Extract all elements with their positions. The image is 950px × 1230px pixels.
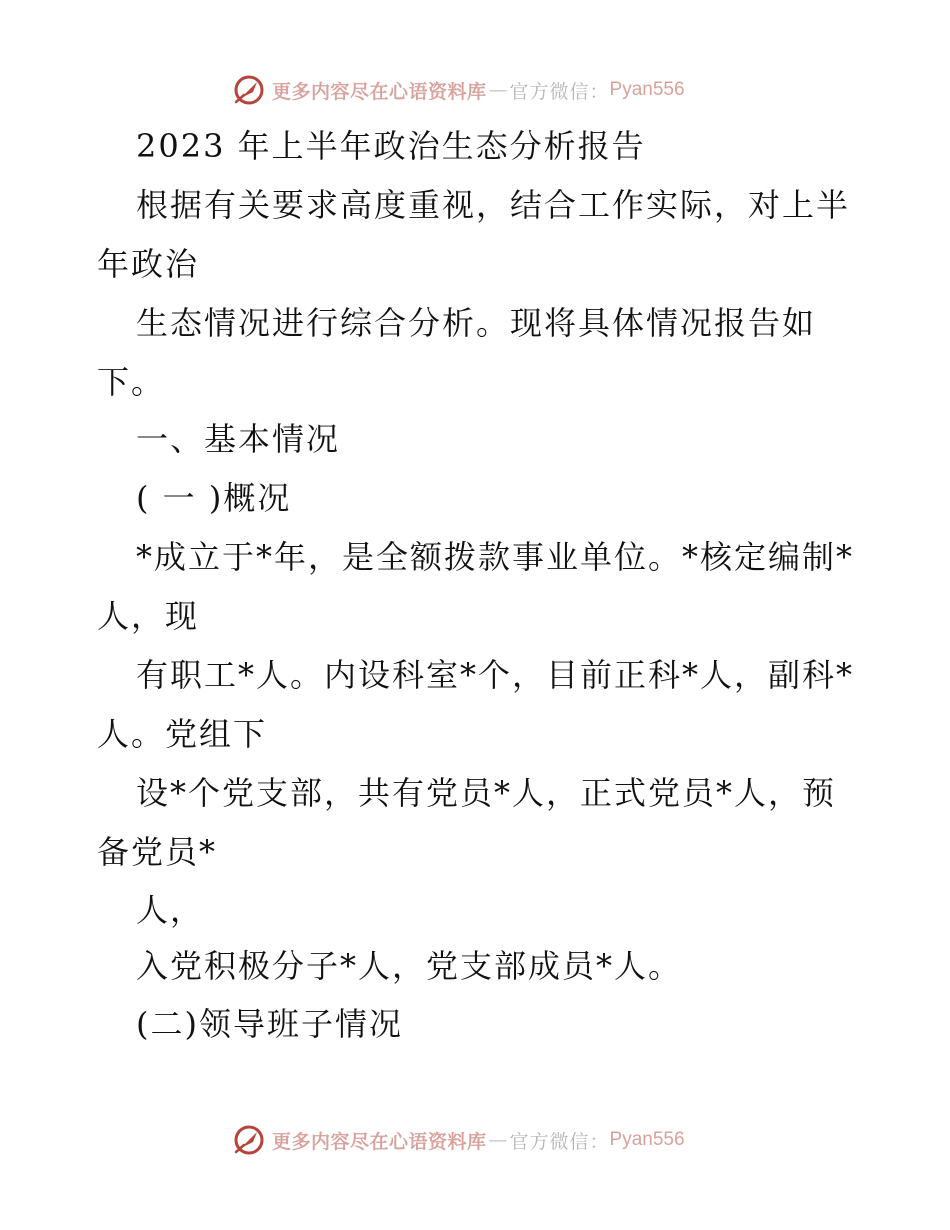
paragraph-line: 年政治 [97,245,200,283]
watermark-official-label: 官方微信： [509,80,610,103]
paragraph-line: 下。 [97,363,166,401]
watermark-official-label: 官方微信： [509,1130,610,1153]
paragraph-line: 入党积极分子*人，党支部成员*人。 [136,947,683,985]
paragraph-line: 人，现 [97,597,200,635]
watermark-wechat-id: Pyan556 [609,1129,685,1150]
watermark-header [232,72,685,108]
paragraph-line: *成立于*年，是全额拨款事业单位。*核定编制* [136,538,855,576]
subsection-heading: (二)领导班子情况 [136,1005,403,1043]
paragraph-line: 人。党组下 [97,715,268,753]
watermark-dash: — [488,79,508,101]
watermark-dash: — [488,1129,508,1151]
paragraph-line: 生态情况进行综合分析。现将具体情况报告如 [136,304,817,342]
paragraph-line: 人， [136,891,205,929]
watermark-brand-text: 更多内容尽在心语资料库 [272,80,487,103]
subsection-heading: ( 一 )概况 [136,479,292,517]
paragraph-line: 备党员* [97,833,218,871]
quill-pen-logo-icon [232,73,266,107]
paragraph-line: 设*个党支部，共有党员*人，正式党员*人，预 [136,774,837,812]
watermark-brand-text: 更多内容尽在心语资料库 [272,1130,487,1153]
watermark-wechat-id: Pyan556 [609,79,685,100]
paragraph-line: 有职工*人。内设科室*个，目前正科*人，副科* [136,656,855,694]
section-heading: 一、基本情况 [136,420,341,458]
paragraph-line: 根据有关要求高度重视，结合工作实际，对上半 [136,186,851,224]
document-title: 2023 年上半年政治生态分析报告 [136,127,646,165]
watermark-footer [232,1122,685,1158]
quill-pen-logo-icon [232,1123,266,1157]
